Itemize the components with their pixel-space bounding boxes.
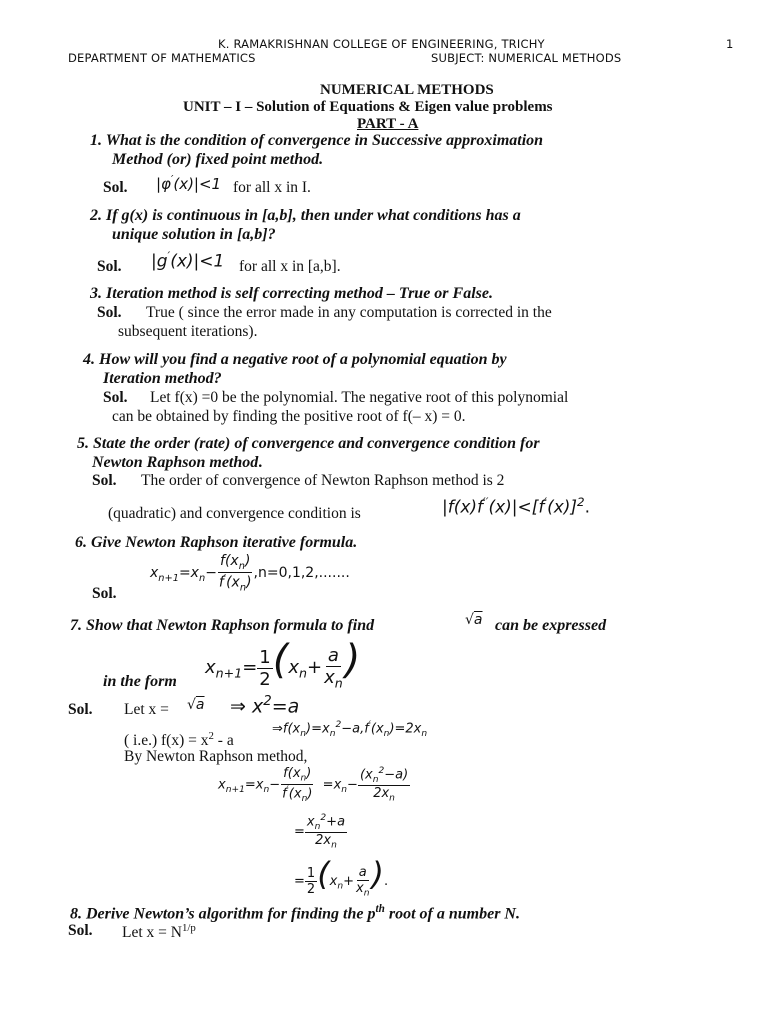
question-8-text-end: root of a number N. — [384, 905, 520, 923]
solution-2-formula: |g′(x)|<1 — [151, 249, 225, 272]
solution-4-line-1: Let f(x) =0 be the polynomial. The negative root of this polynomial — [150, 389, 569, 406]
part-title: PART - A — [357, 116, 419, 132]
solution-2-label: Sol. — [97, 258, 122, 275]
solution-4-label: Sol. — [103, 389, 128, 406]
question-7-line-1b: can be expressed — [495, 617, 607, 634]
solution-3-line-1: True ( since the error made in any computation is corrected in the — [146, 304, 552, 321]
question-4-line-1: 4. How will you find a negative root of a polynomial equation by — [83, 351, 507, 368]
solution-7-ie: ( i.e.) $f(x) = x^2 - a$ — [124, 730, 234, 750]
derivation-step-3: = $\frac{1}{2}$ ($x_n+$ $\frac{a}{x_n}$ ). — [294, 855, 389, 899]
question-5-line-1: 5. State the order (rate) of convergence and convergence condition for — [77, 435, 540, 452]
page-number: 1 — [726, 37, 734, 51]
derivation-step-2: = $\frac{x_n^2+a}{2x_n}$ — [294, 813, 346, 851]
x-squared-equals-a: ⇒ $x^2=a$ — [230, 694, 300, 718]
question-1-line-1: 1. What is the condition of convergence in Successive approximation — [90, 132, 544, 149]
formula-index-range: ,n=0,1,2,....... — [253, 565, 350, 582]
solution-5-formula: $|f(x)f''(x)|<[f'(x)]^2$. — [442, 495, 591, 518]
solution-5-line-1: The order of convergence of Newton Raphson method is 2 — [141, 472, 505, 489]
question-5-line-2: Newton Raphson method. — [92, 454, 263, 471]
solution-8-let-text: Let x = N — [122, 924, 182, 942]
derivation-step-1: $x_{n+1}=x_n-$ $\frac{f(x_n)}{f'(x_n)}$ $=x_n-$ $\frac{(x_n^2-a)}{2x_n}$ — [218, 766, 409, 804]
subject-name: SUBJECT: NUMERICAL METHODS — [431, 51, 622, 65]
question-3-line-1: 3. Iteration method is self correcting method – True or False. — [90, 285, 493, 302]
solution-7-ie-tail: - a — [213, 732, 234, 750]
unit-title: UNIT – I – Solution of Equations & Eigen value problems — [183, 99, 553, 115]
document-title: NUMERICAL METHODS — [320, 82, 494, 98]
question-6-line-1: 6. Give Newton Raphson iterative formula. — [75, 534, 358, 551]
question-8-line-1 — [70, 903, 520, 923]
solution-1-label: Sol. — [103, 179, 128, 196]
question-2-line-1: 2. If g(x) is continuous in [a,b], then under what conditions has a — [90, 207, 521, 224]
solution-3-label: Sol. — [97, 304, 122, 321]
solution-1-formula: |φ′(x)|<1 — [156, 174, 222, 193]
solution-7-let: Let x = — [124, 701, 169, 718]
question-4-line-2: Iteration method? — [103, 370, 222, 387]
sqrt-a-symbol: √a — [465, 612, 483, 628]
solution-5-line-2: (quadratic) and convergence condition is — [108, 505, 361, 522]
question-5-line-2-text: Newton Raphson method — [92, 454, 259, 471]
question-2-line-2: unique solution in [a,b]? — [112, 226, 276, 243]
solution-6-label: Sol. — [92, 585, 117, 602]
solution-7-by-nr: By Newton Raphson method, — [124, 748, 308, 765]
sqrt-iteration-formula: $x_{n+1}=$ $\frac{1}{2}$ ($x_n+$ $\frac{a}{x_n}$ ) — [205, 637, 361, 691]
question-8-text: 8. Derive Newton’s algorithm for finding the p — [70, 905, 376, 923]
department-name: DEPARTMENT OF MATHEMATICS — [68, 51, 256, 65]
solution-8-let — [122, 922, 196, 942]
question-7-line-1: 7. Show that Newton Raphson formula to find — [70, 617, 375, 634]
sqrt-a-value: √a — [187, 697, 205, 713]
solution-4-line-2: can be obtained by finding the positive root of f(– x) = 0. — [112, 408, 466, 425]
question-7-line-2: in the form — [103, 673, 177, 690]
college-name: K. RAMAKRISHNAN COLLEGE OF ENGINEERING, TRICHY — [218, 37, 545, 51]
question-8-superscript: th — [375, 903, 385, 915]
derivative-relation: $\Rightarrow f(x_n)=x_n^2-a,f'(x_n)=2x_n$ — [272, 720, 428, 739]
solution-3-line-2: subsequent iterations). — [118, 323, 258, 340]
solution-7-label: Sol. — [68, 701, 93, 718]
solution-5-label: Sol. — [92, 472, 117, 489]
solution-8-label: Sol. — [68, 922, 93, 939]
newton-raphson-formula: $x_{n+1}=x_n-$ $\frac{f(x_n)}{f'(x_n)}$ ,n=0,1,2,....... — [150, 553, 350, 594]
solution-8-exponent: 1/p — [181, 922, 196, 934]
question-1-line-2: Method (or) fixed point method. — [112, 151, 324, 168]
solution-2-condition: for all x in [a,b]. — [239, 258, 341, 275]
solution-7-ie-text: ( i.e.) f(x) = x — [124, 732, 209, 750]
solution-1-condition: for all x in I. — [233, 179, 311, 196]
